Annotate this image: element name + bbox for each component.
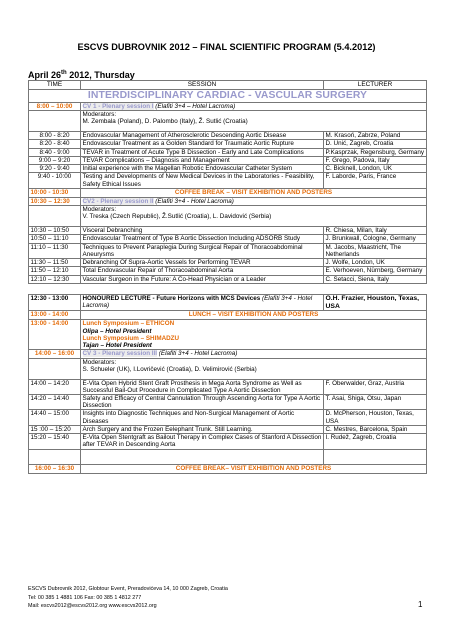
session-row — [29, 103, 427, 111]
talk-time: 15 :00 – 15:20 — [29, 425, 81, 433]
moderators: Moderators: V. Treska (Czech Republic), Ž.Sutlić (Croatia), L. Davidović (Serbia) — [81, 206, 427, 227]
footer-address: ESCVS Dubrovnik 2012, Globtour Event, Preradovićeva 14, 10 000 Zagreb, Croatia — [28, 586, 228, 592]
document-title: ESCVS DUBROVNIK 2012 – FINAL SCIENTIFIC PROGRAM (5.4.2012) — [77, 42, 376, 52]
talk-lecturer: M. Krasoń, Zabrze, Poland — [324, 132, 427, 140]
talk-lecturer: I. Rudež, Zagreb, Croatia — [324, 434, 427, 449]
honoured-lecturer: O.H. Frazier, Houston, Texas, USA — [324, 294, 427, 311]
talk-lecturer: D. Unić, Zagreb, Croatia — [324, 140, 427, 148]
talk-title: Endovascular Management of Atherosclerotic Descending Aortic Disease — [81, 132, 324, 140]
session-location: (Elafiti 3+4 - Hotel Lacroma) — [155, 197, 234, 205]
talk-title: Initial experience with the Magellan Robotic Endovascular Catheter System — [81, 165, 324, 173]
talk-time: 10:30 – 10:50 — [29, 227, 81, 235]
talk-row — [29, 259, 427, 267]
talk-row — [29, 140, 427, 148]
coffee-break-row — [29, 188, 427, 197]
talk-title: Testing and Developments of New Medical Devices in the Laboratories - Feasibility, Safety Ethical Issues — [81, 173, 324, 188]
moderators-row — [29, 111, 427, 132]
talk-title: Vascular Surgeon in the Future: A Co-Head Physician or a Leader — [81, 275, 324, 283]
honoured-time: 12:30 - 13:00 — [29, 294, 81, 311]
talk-time: 8:40 - 9:00 — [29, 148, 81, 156]
talk-lecturer: C. Bicknell, London, UK — [324, 165, 427, 173]
symposium-name: Lunch Symposium – ETHICON — [82, 320, 175, 328]
spacer-row — [29, 283, 427, 294]
talk-title: Debranching Of Supra-Aortic Vessels for Performing TEVAR — [81, 259, 324, 267]
talk-row — [29, 165, 427, 173]
talk-row — [29, 132, 427, 140]
talk-title: TEVAR Complications – Diagnosis and Management — [81, 156, 324, 164]
talk-lecturer: J. Brunkwall, Cologne, Germany — [324, 235, 427, 243]
moderators-row — [29, 206, 427, 227]
honoured-title: HONOURED LECTURE - Future Horizons with MCS Devices (Elafiti 3+4 - Hotel Lacroma) — [81, 294, 324, 311]
talk-title: TEVAR in Treatment of Acute Type B Dissection - Early and Late Complications — [81, 148, 324, 156]
footer-mail: Mail: escvs2012@escvs2012.org www.escvs2012.org — [28, 603, 157, 609]
talk-row — [29, 410, 427, 425]
talk-title: E-Vita Open Stentgraft as Bailout Therapy in Complex Cases of Stanford A Dissection after TEVAR in Descending Aorta — [81, 434, 324, 449]
talk-lecturer: E. Verhoeven, Nürnberg, Germany — [324, 267, 427, 275]
break-label: COFFEE BREAK– VISIT EXHIBITION AND POSTERS — [81, 464, 427, 473]
talk-title: Endovascular Treatment of Type B Aortic Dissection Including ADSORB Study — [81, 235, 324, 243]
moderators-row — [29, 358, 427, 379]
date-heading: April 26th 2012, Thursday — [28, 70, 135, 80]
session-tag: CV 3 - Plenary session III — [82, 350, 158, 358]
symposium-presenter: Olipa – Hotel President — [82, 327, 152, 335]
session-time: 8:00 – 10:00 — [29, 103, 81, 111]
main-title: INTERDISCIPLINARY CARDIAC - VASCULAR SURGERY — [29, 90, 427, 103]
break-time: 16:00 – 16:30 — [29, 464, 81, 473]
talk-time: 15:20 – 15:40 — [29, 434, 81, 449]
session-tag: CV2 - Plenary session II — [82, 197, 154, 205]
talk-title: Total Endovascular Repair of Thoracoabdominal Aorta — [81, 267, 324, 275]
session-location: (Elafiti 3+4 - Hotel Lacroma) — [158, 350, 238, 358]
talk-row — [29, 148, 427, 156]
page-number: 1 — [418, 600, 423, 609]
talk-row — [29, 395, 427, 410]
talk-row — [29, 235, 427, 243]
talk-title: Insights into Diagnostic Techniques and Non-Surgical Management of Aortic Diseases — [81, 410, 324, 425]
talk-time: 9:00 – 9:20 — [29, 156, 81, 164]
program-table — [28, 80, 427, 474]
talk-time: 10:50 – 11:10 — [29, 235, 81, 243]
break-label: COFFEE BREAK – VISIT EXHIBITION AND POSTERS — [81, 188, 427, 197]
coffee-break-row — [29, 464, 427, 473]
talk-row — [29, 275, 427, 283]
lecturer-header: LECTURER — [324, 81, 427, 90]
talk-time: 12:10 – 12:30 — [29, 275, 81, 283]
talk-row — [29, 156, 427, 164]
talk-title: Techniques to Prevent Paraplegia During Surgical Repair of Thoracoabdominal Aneurysms — [81, 243, 324, 258]
talk-time: 8:00 - 8:20 — [29, 132, 81, 140]
session-time: 10:30 – 12:30 — [29, 197, 81, 205]
talk-row — [29, 425, 427, 433]
time-header: TIME — [29, 81, 81, 90]
talk-title: Safety and Efficacy of Central Cannulation Through Ascending Aorta for Type A Aortic Dissection — [81, 395, 324, 410]
footer-phone: Tel: 00 385 1 4881 106 Fax: 00 385 1 4812 277 — [28, 594, 142, 601]
talk-lecturer: J. Wolfe, London, UK — [324, 259, 427, 267]
symposia-time: 13:00 - 14:00 — [29, 320, 81, 350]
talk-row — [29, 267, 427, 275]
talk-title: Visceral Debranching — [81, 227, 324, 235]
talk-time: 11:50 – 12:10 — [29, 267, 81, 275]
moderators: Moderators: M. Zembala (Poland), D. Palombo (Italy), Ž. Sutlić (Croatia) — [81, 111, 427, 132]
talk-time: 9:40 - 10:00 — [29, 173, 81, 188]
talk-lecturer: R. Chiesa, Milan, Italy — [324, 227, 427, 235]
table-header-row — [29, 81, 427, 90]
footer — [28, 585, 228, 611]
talk-title: Endovascular Treatment as a Golden Standard for Traumatic Aortic Rupture — [81, 140, 324, 148]
talk-row — [29, 379, 427, 394]
symposium-presenter: Tajan – Hotel President — [82, 342, 152, 350]
talk-lecturer: T. Asai, Shiga, Otsu, Japan — [324, 395, 427, 410]
blank-row — [29, 449, 427, 464]
symposia-list — [81, 320, 427, 350]
talk-lecturer: M. Jacobs, Maastricht, The Netherlands — [324, 243, 427, 258]
talk-title: Arch Surgery and the Frozen Eelephant Trunk. Still Learning. — [81, 425, 324, 433]
talk-row — [29, 243, 427, 258]
symposia-row — [29, 320, 427, 350]
talk-row — [29, 173, 427, 188]
break-time: 10:00 - 10:30 — [29, 188, 81, 197]
talk-row — [29, 434, 427, 449]
lunch-row — [29, 311, 427, 320]
symposium-name: Lunch Symposium – SHIMADZU — [82, 334, 180, 342]
talk-lecturer: F. Oberwalder, Graz, Austria — [324, 379, 427, 394]
talk-lecturer: C. Mestres, Barcelona, Spain — [324, 425, 427, 433]
talk-time: 8:20 - 8:40 — [29, 140, 81, 148]
talk-row — [29, 227, 427, 235]
session-time: 14:00 – 16:00 — [29, 350, 81, 358]
talk-time: 9:20 - 9:40 — [29, 165, 81, 173]
lunch-label: LUNCH – VISIT EXHIBITION AND POSTERS — [81, 311, 427, 320]
talk-time: 11:10 – 11:30 — [29, 243, 81, 258]
talk-lecturer: P.Kasprzak, Regensburg, Germany — [324, 148, 427, 156]
talk-lecturer: C. Setacci, Siena, Italy — [324, 275, 427, 283]
talk-time: 11:30 – 11:50 — [29, 259, 81, 267]
session-tag: CV 1 - Plenary session I — [82, 103, 154, 110]
session-title — [81, 197, 427, 205]
talk-title: E-Vita Open Hybrid Stent Graft Prosthesis in Mega Aorta Syndrome as Well as Successful Bail-Out Procedure in Complicated Type A Aortic Dissection — [81, 379, 324, 394]
honoured-lecture-row — [29, 294, 427, 311]
session-title — [81, 103, 427, 111]
talk-time: 14:40 – 15:00 — [29, 410, 81, 425]
session-row — [29, 197, 427, 205]
moderators: Moderators: S. Schueler (UK), I.Lovričević (Croatia), D. Velimirović (Serbia) — [81, 358, 427, 379]
talk-lecturer: F. Grego, Padova, Italy — [324, 156, 427, 164]
session-header: SESSION — [81, 81, 324, 90]
session-location: (Elafiti 3+4 – Hotel Lacroma) — [155, 103, 236, 110]
talk-lecturer: F. Laborde, Paris, France — [324, 173, 427, 188]
talk-time: 14:20 – 14:40 — [29, 395, 81, 410]
lunch-time: 13:00 - 14:00 — [29, 311, 81, 320]
talk-lecturer: D. McPherson, Houston, Texas, USA — [324, 410, 427, 425]
session-row — [29, 350, 427, 358]
main-title-row — [29, 90, 427, 103]
talk-time: 14:00 – 14:20 — [29, 379, 81, 394]
session-title — [81, 350, 427, 358]
